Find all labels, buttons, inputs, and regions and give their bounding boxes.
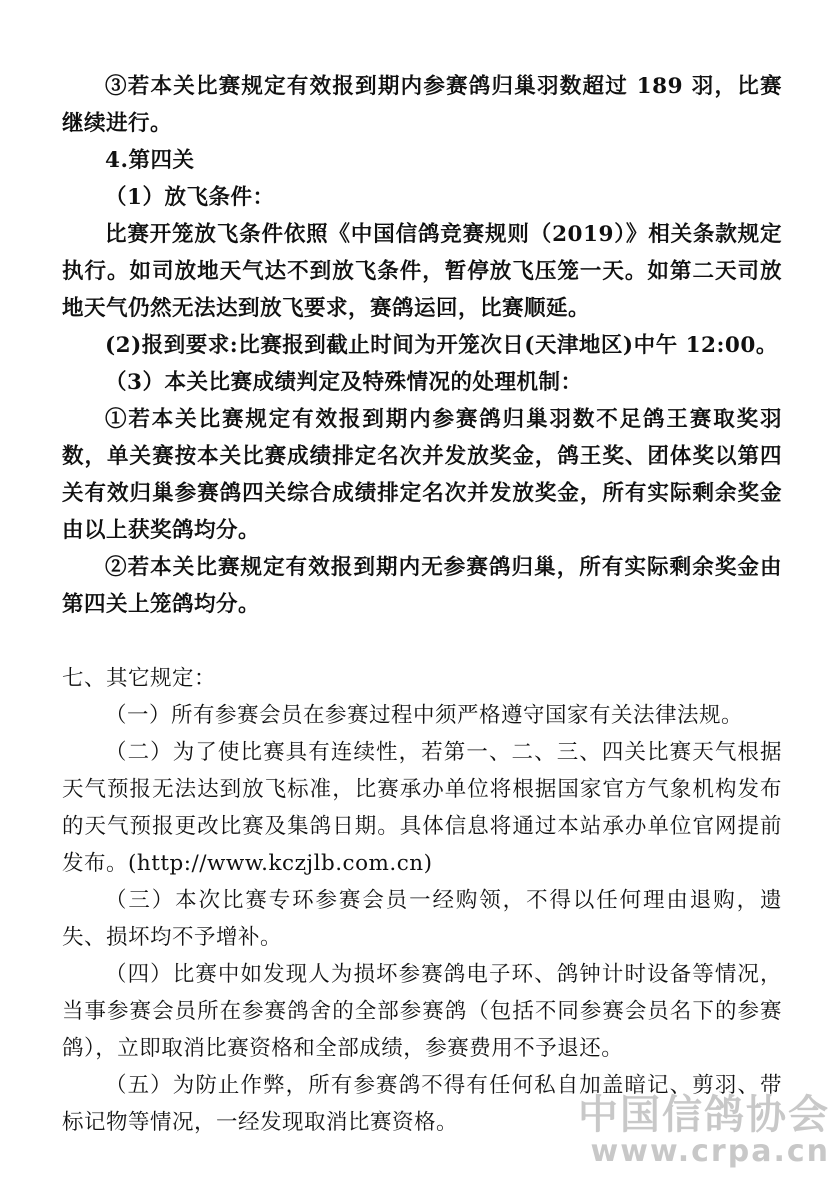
subheading-release-conditions: （1）放飞条件： bbox=[105, 185, 275, 210]
paragraph-clause2: ②若本关比赛规定有效报到期内无参赛鸽归巢，所有实际剩余奖金由第四关上笼鸽均分。 bbox=[62, 555, 782, 617]
paragraph-report-requirements: (2)报到要求:比赛报到截止时间为开笼次日(天津地区)中午 12:00。 bbox=[105, 333, 778, 358]
watermark-name: 中国信鸽协会 bbox=[578, 1091, 830, 1138]
paragraph-rule-1: （一）所有参赛会员在参赛过程中须严格遵守国家有关法律法规。 bbox=[105, 703, 744, 728]
paragraph-rule-4: （四）比赛中如发现人为损坏参赛鸽电子环、鸽钟计时设备等情况，当事参赛会员所在参赛鸽舍的全部参赛鸽（包括不同参赛会员名下的参赛鸽），立即取消比赛资格和全部成绩，参赛费用不予退还。 bbox=[62, 962, 782, 1061]
subheading-results-mechanism: （3）本关比赛成绩判定及特殊情况的处理机制： bbox=[105, 370, 583, 395]
paragraph-stage3-clause3: ③若本关比赛规定有效报到期内参赛鸽归巢羽数超过 189 羽，比赛继续进行。 bbox=[62, 74, 782, 136]
document-body bbox=[62, 68, 782, 1141]
paragraph-rule-3: （三）本次比赛专环参赛会员一经购领，不得以任何理由退购，遗失、损坏均不予增补。 bbox=[62, 888, 782, 950]
paragraph-rule-5: （五）为防止作弊，所有参赛鸽不得有任何私自加盖暗记、剪羽、带标记物等情况，一经发现取消比赛资格。 bbox=[62, 1073, 782, 1135]
heading-stage4: 4.第四关 bbox=[105, 148, 195, 173]
watermark-url: www.crpa.cn bbox=[590, 1133, 830, 1169]
paragraph-release-conditions: 比赛开笼放飞条件依照《中国信鸽竞赛规则（2019）》相关条款规定执行。如司放地天气达不到放飞条件，暂停放飞压笼一天。如第二天司放地天气仍然无法达到放飞要求，赛鸽运回，比赛顺延。 bbox=[62, 222, 782, 321]
watermark bbox=[578, 1091, 830, 1169]
paragraph-rule-2: （二）为了使比赛具有连续性，若第一、二、三、四关比赛天气根据天气预报无法达到放飞标准，比赛承办单位将根据国家官方气象机构发布的天气预报更改比赛及集鸽日期。具体信息将通过本站承办单位官网提前发布。(http://www.kczjlb.com.cn) bbox=[62, 740, 782, 876]
heading-other-rules: 七、其它规定： bbox=[62, 666, 217, 691]
paragraph-clause1: ①若本关比赛规定有效报到期内参赛鸽归巢羽数不足鸽王赛取奖羽数，单关赛按本关比赛成绩排定名次并发放奖金，鸽王奖、团体奖以第四关有效归巢参赛鸽四关综合成绩排定名次并发放奖金，所有实际剩余奖金由以上获奖鸽均分。 bbox=[62, 407, 782, 543]
section-spacer bbox=[62, 623, 782, 660]
